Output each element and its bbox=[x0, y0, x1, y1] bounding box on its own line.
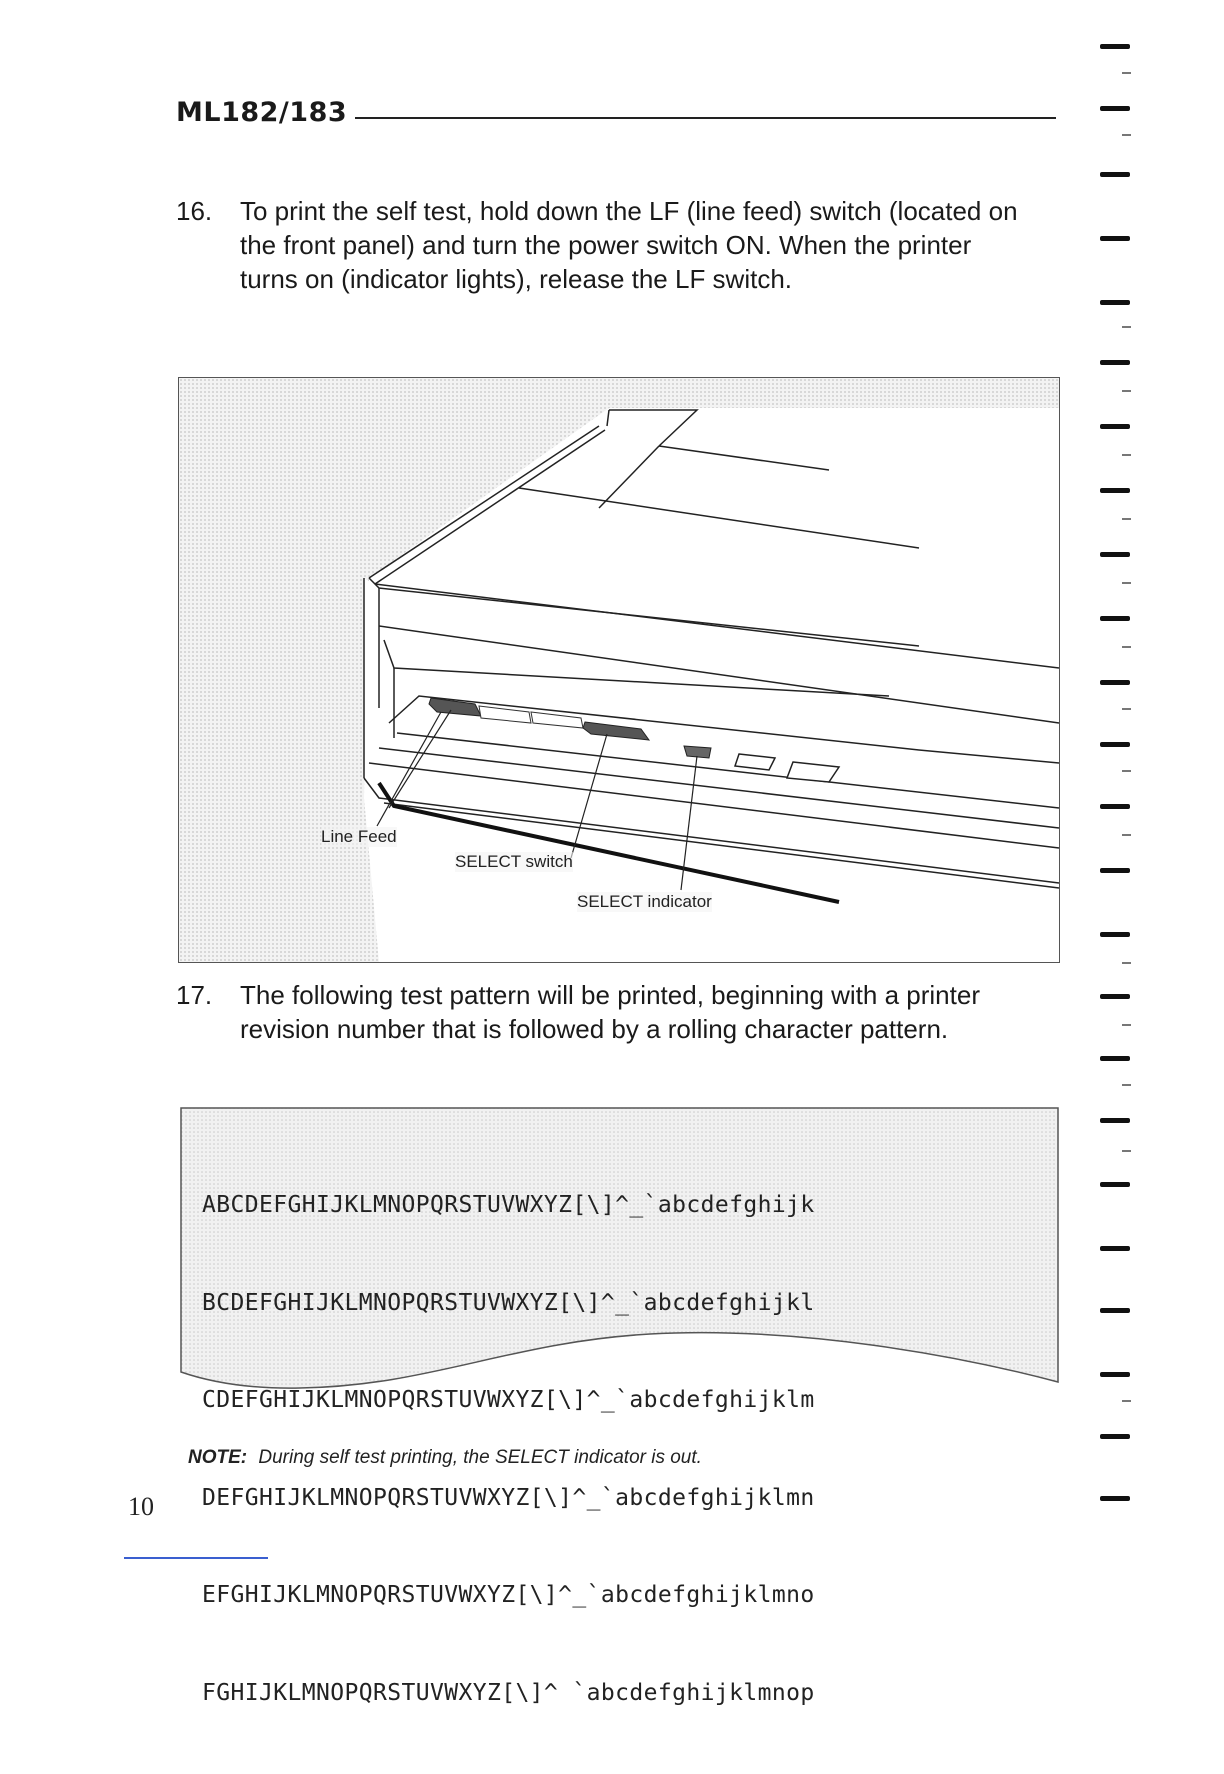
tab-mark bbox=[1100, 236, 1130, 241]
tab-tick bbox=[1122, 1024, 1131, 1026]
tab-tick bbox=[1122, 1084, 1131, 1086]
tab-mark bbox=[1100, 552, 1130, 557]
tab-tick bbox=[1122, 1400, 1131, 1402]
pattern-line: EFGHIJKLMNOPQRSTUVWXYZ[\]^_`abcdefghijklmno bbox=[202, 1582, 815, 1608]
note bbox=[188, 1447, 888, 1469]
step-text: The following test pattern will be printed, beginning with a printer revision number that is followed by a rolling character pattern. bbox=[240, 980, 980, 1044]
tab-tick bbox=[1122, 582, 1131, 584]
tab-tick bbox=[1122, 134, 1131, 136]
header-title: ML182/183 bbox=[176, 96, 348, 128]
step-16 bbox=[176, 194, 1036, 296]
callout-select-indicator: SELECT indicator bbox=[577, 892, 712, 911]
tab-tick bbox=[1122, 1150, 1131, 1152]
tab-tick bbox=[1122, 834, 1131, 836]
tab-mark bbox=[1100, 1372, 1130, 1377]
tab-mark bbox=[1100, 616, 1130, 621]
tab-mark bbox=[1100, 360, 1130, 365]
tab-tick bbox=[1122, 962, 1131, 964]
tab-mark bbox=[1100, 932, 1130, 937]
page-number: 10 bbox=[128, 1492, 154, 1521]
tab-mark bbox=[1100, 44, 1130, 49]
tab-mark bbox=[1100, 804, 1130, 809]
step-number: 17. bbox=[176, 980, 213, 1010]
tab-mark bbox=[1100, 742, 1130, 747]
tab-mark bbox=[1100, 1246, 1130, 1251]
tab-tick bbox=[1122, 708, 1131, 710]
tab-tick bbox=[1122, 454, 1131, 456]
printer-illustration bbox=[178, 377, 1060, 963]
tab-tick bbox=[1122, 518, 1131, 520]
tab-mark bbox=[1100, 1496, 1130, 1501]
step-text: To print the self test, hold down the LF (line feed) switch (located on the front panel) and turn the power switch ON. When the printer turns on (indicator lights), release the LF switch. bbox=[240, 196, 1018, 294]
tab-mark bbox=[1100, 680, 1130, 685]
printer-side bbox=[364, 578, 379, 778]
pattern-line: DEFGHIJKLMNOPQRSTUVWXYZ[\]^_`abcdefghijklmn bbox=[202, 1484, 815, 1511]
tab-mark bbox=[1100, 1434, 1130, 1439]
bottom-rule bbox=[124, 1557, 268, 1559]
edge-tab-marks bbox=[1100, 0, 1140, 1584]
tab-mark bbox=[1100, 1182, 1130, 1187]
tab-mark bbox=[1100, 488, 1130, 493]
note-text: During self test printing, the SELECT indicator is out. bbox=[258, 1447, 702, 1468]
tab-tick bbox=[1122, 646, 1131, 648]
printer-body bbox=[364, 408, 1059, 962]
note-label: NOTE: bbox=[188, 1447, 248, 1468]
tab-mark bbox=[1100, 424, 1130, 429]
tab-mark bbox=[1100, 994, 1130, 999]
tab-mark bbox=[1100, 1118, 1130, 1123]
printer-drawing bbox=[179, 378, 1059, 962]
tab-mark bbox=[1100, 868, 1130, 873]
pattern-line: CDEFGHIJKLMNOPQRSTUVWXYZ[\]^_`abcdefghijklm bbox=[202, 1387, 815, 1413]
tab-mark bbox=[1100, 300, 1130, 305]
header-rule bbox=[355, 117, 1056, 119]
step-number: 16. bbox=[176, 196, 213, 226]
running-header bbox=[176, 92, 1056, 132]
tab-mark bbox=[1100, 172, 1130, 177]
tab-mark bbox=[1100, 1308, 1130, 1313]
pattern-line: ABCDEFGHIJKLMNOPQRSTUVWXYZ[\]^_`abcdefghijk bbox=[202, 1192, 815, 1218]
tab-tick bbox=[1122, 390, 1131, 392]
pattern-line: FGHIJKLMNOPQRSTUVWXYZ[\]^ `abcdefghijklmnop bbox=[202, 1679, 815, 1706]
tab-tick bbox=[1122, 326, 1131, 328]
tab-tick bbox=[1122, 770, 1131, 772]
tab-mark bbox=[1100, 1056, 1130, 1061]
callout-select-switch: SELECT switch bbox=[455, 852, 573, 871]
tab-tick bbox=[1122, 72, 1131, 74]
tab-mark bbox=[1100, 106, 1130, 111]
pattern-line: BCDEFGHIJKLMNOPQRSTUVWXYZ[\]^_`abcdefghijkl bbox=[202, 1289, 815, 1316]
step-17 bbox=[176, 978, 1036, 1046]
callout-line-feed: Line Feed bbox=[321, 827, 397, 846]
